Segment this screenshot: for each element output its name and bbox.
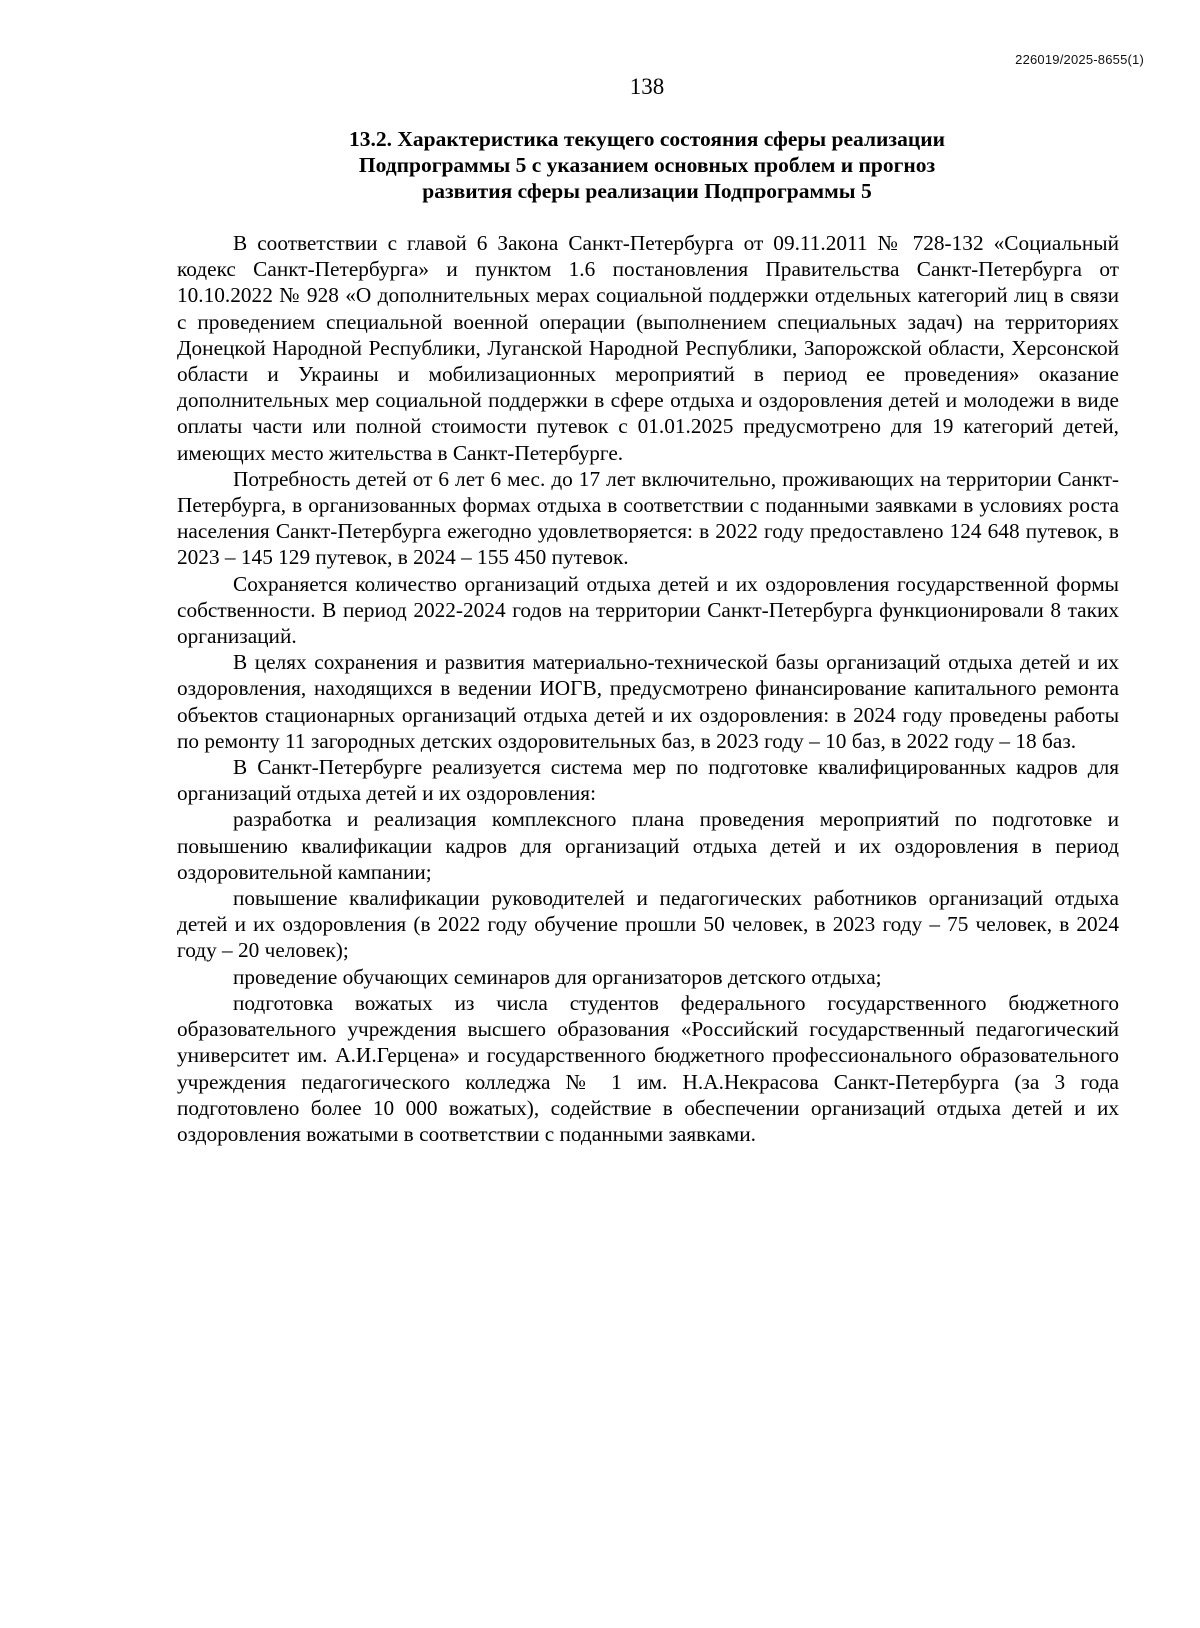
list-item-qualification-upgrade: повышение квалификации руководителей и педагогических работников организаций отдыха детей и их оздоровления (в 2022 году обучение прошли 50 человек, в 2023 году – 75 человек, в 2024 году – 20 человек); bbox=[177, 886, 1119, 963]
paragraph-staff-training-intro: В Санкт-Петербурге реализуется система мер по подготовке квалифицированных кадров для организаций отдыха детей и их оздоровления: bbox=[177, 755, 1119, 806]
paragraph-legal-basis: В соответствии с главой 6 Закона Санкт-Петербурга от 09.11.2011 № 728-132 «Социальный кодекс Санкт-Петербурга» и пунктом 1.6 постановления Правительства Санкт-Петербурга от 10.10.2022 № 928 «О дополнительных мерах социальной поддержки отдельных категорий лиц в связи с проведением специальной военной операции (выполнением специальных задач) на территориях Донецкой Народной Республики, Луганской Народной Республики, Запорожской области, Херсонской области и Украины и мобилизационных мероприятий в период ее проведения» оказание дополнительных мер социальной поддержки в сфере отдыха и оздоровления детей и молодежи в виде оплаты части или полной стоимости путевок с 01.01.2025 предусмотрено для 19 категорий детей, имеющих место жительства в Санкт-Петербурге. bbox=[177, 231, 1119, 465]
section-title-line: 13.2. Характеристика текущего состояния сферы реализации bbox=[349, 127, 945, 151]
list-item-seminars: проведение обучающих семинаров для организаторов детского отдыха; bbox=[233, 964, 882, 989]
page-number: 138 bbox=[629, 74, 665, 99]
list-item-training-plan: разработка и реализация комплексного плана проведения мероприятий по подготовке и повышению квалификации кадров для организаций отдыха детей и их оздоровления в период оздоровительной кампании; bbox=[177, 807, 1119, 884]
document-body bbox=[177, 230, 1119, 1147]
section-title-line: Подпрограммы 5 с указанием основных проблем и прогноз bbox=[358, 153, 936, 177]
paragraph-capital-repair: В целях сохранения и развития материально-технической базы организаций отдыха детей и их оздоровления, находящихся в ведении ИОГВ, предусмотрено финансирование капитального ремонта объектов стационарных организаций отдыха детей и их оздоровления: в 2024 году проведены работы по ремонту 11 загородных детских оздоровительных баз, в 2023 году – 10 баз, в 2022 году – 18 баз. bbox=[177, 650, 1119, 753]
paragraph-state-organizations: Сохраняется количество организаций отдыха детей и их оздоровления государственной формы собственности. В период 2022-2024 годов на территории Санкт-Петербурга функционировали 8 таких организаций. bbox=[177, 571, 1119, 649]
section-title bbox=[240, 126, 1054, 204]
paragraph-vouchers-demand: Потребность детей от 6 лет 6 мес. до 17 лет включительно, проживающих на территории Санкт-Петербурга, в организованных формах отдыха в соответствии с поданными заявками в условиях роста населения Санкт-Петербурга ежегодно удовлетворяется: в 2022 году предоставлено 124 648 путевок, в 2023 – 145 129 путевок, в 2024 – 155 450 путевок. bbox=[177, 466, 1119, 570]
list-item-counselor-training: подготовка вожатых из числа студентов федерального государственного бюджетного образовательного учреждения высшего образования «Российский государственный педагогический университет им. А.И.Герцена» и государственного бюджетного профессионального образовательного учреждения педагогического колледжа № 1 им. Н.А.Некрасова Санкт-Петербурга (за 3 года подготовлено более 10 000 вожатых), содействие в обеспечении организаций отдыха детей и их оздоровления вожатыми в соответствии с поданными заявками. bbox=[177, 990, 1119, 1146]
section-title-line: развития сферы реализации Подпрограммы 5 bbox=[422, 179, 872, 203]
document-registration-number: 226019/2025-8655(1) bbox=[1015, 52, 1144, 67]
